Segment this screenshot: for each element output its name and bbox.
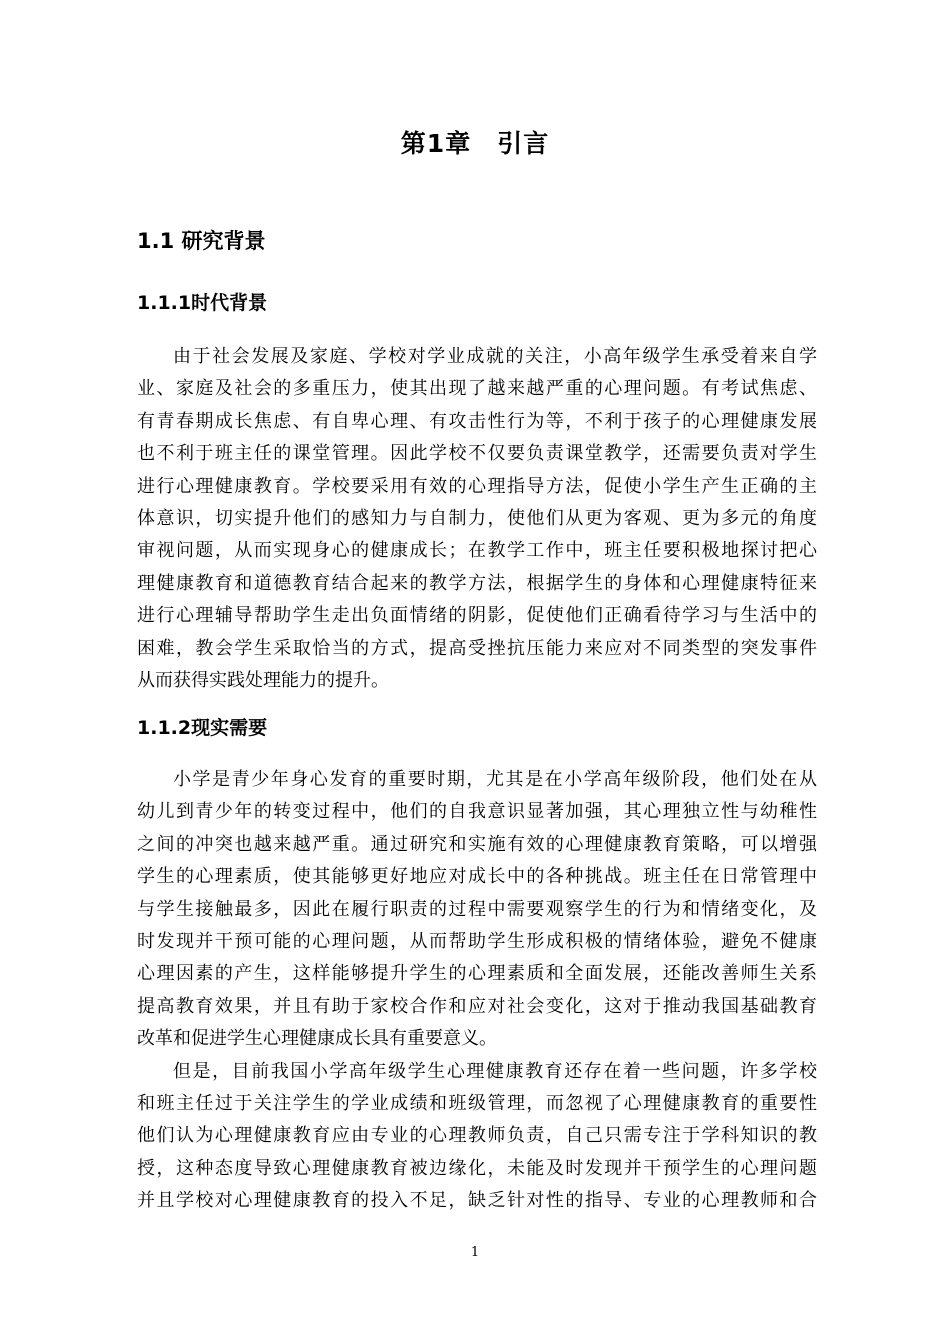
paragraph-line: 由于社会发展及家庭、学校对学业成就的关注，小高年级学生承受着来自学 (173, 346, 817, 367)
paragraph-line: 改革和促进学生心理健康成长具有重要意义。 (137, 1028, 497, 1050)
paragraph-line: 授，这种态度导致心理健康教育被边缘化，未能及时发现并干预学生的心理问题 (137, 1157, 817, 1179)
chapter-title: 第1章 引言 (400, 129, 550, 158)
paragraph-line: 与学生接触最多，因此在履行职责的过程中需要观察学生的行为和情绪变化，及 (137, 898, 817, 920)
paragraph-line: 审视问题，从而实现身心的健康成长；在教学工作中，班主任要积极地探讨把心 (137, 540, 817, 562)
paragraph-line: 小学是青少年身心发育的重要时期，尤其是在小学高年级阶段，他们处在从 (173, 769, 817, 790)
paragraph-line: 心理因素的产生，这样能够提升学生的心理素质和全面发展，还能改善师生关系 (137, 963, 817, 985)
paragraph-line: 提高教育效果，并且有助于家校合作和应对社会变化，这对于推动我国基础教育 (137, 995, 817, 1017)
paragraph-line: 困难，教会学生采取恰当的方式，提高受挫抗压能力来应对不同类型的突发事件 (137, 637, 817, 659)
paragraph-line: 和班主任过于关注学生的学业成绩和班级管理，而忽视了心理健康教育的重要性 (137, 1092, 817, 1114)
paragraph-line: 但是，目前我国小学高年级学生心理健康教育还存在着一些问题，许多学校 (173, 1060, 817, 1082)
paragraph-line: 之间的冲突也越来越严重。通过研究和实施有效的心理健康教育策略，可以增强 (137, 833, 817, 855)
paragraph-line: 学生的心理素质，使其能够更好地应对成长中的各种挑战。班主任在日常管理中 (137, 866, 817, 888)
paragraph-line: 有青春期成长焦虑、有自卑心理、有攻击性行为等，不利于孩子的心理健康发展 (137, 410, 817, 432)
paragraph-era-background (137, 341, 817, 697)
section-heading: 1.1 研究背景 (137, 229, 266, 253)
paragraph-line: 业、家庭及社会的多重压力，使其出现了越来越严重的心理问题。有考试焦虑、 (137, 378, 817, 400)
paragraph-line: 从而获得实践处理能力的提升。 (137, 669, 389, 691)
paragraph-line: 也不利于班主任的课堂管理。因此学校不仅要负责课堂教学，还需要负责对学生 (137, 443, 817, 465)
paragraph-line: 时发现并干预可能的心理问题，从而帮助学生形成积极的情绪体验，避免不健康 (137, 930, 817, 952)
page-number: 1 (470, 1245, 480, 1260)
subsection-heading-1-1-2: 1.1.2现实需要 (137, 717, 268, 739)
subsection-heading-1-1-1: 1.1.1时代背景 (137, 292, 268, 314)
paragraph-practical-need (137, 764, 817, 1250)
paragraph-line: 体意识，切实提升他们的感知力与自制力，使他们从更为客观、更为多元的角度 (137, 507, 817, 529)
paragraph-line: 他们认为心理健康教育应由专业的心理教师负责，自己只需专注于学科知识的教 (137, 1125, 817, 1147)
paragraph-line: 理健康教育和道德教育结合起来的教学方法，根据学生的身体和心理健康特征来 (137, 572, 817, 594)
paragraph-line: 进行心理辅导帮助学生走出负面情绪的阴影，促使他们正确看待学习与生活中的 (137, 605, 817, 627)
paragraph-line: 进行心理健康教育。学校要采用有效的心理指导方法，促使小学生产生正确的主 (137, 475, 817, 497)
paragraph-line: 并且学校对心理健康教育的投入不足，缺乏针对性的指导、专业的心理教师和合 (137, 1190, 817, 1212)
paragraph-line: 幼儿到青少年的转变过程中，他们的自我意识显著加强，其心理独立性与幼稚性 (137, 801, 817, 823)
